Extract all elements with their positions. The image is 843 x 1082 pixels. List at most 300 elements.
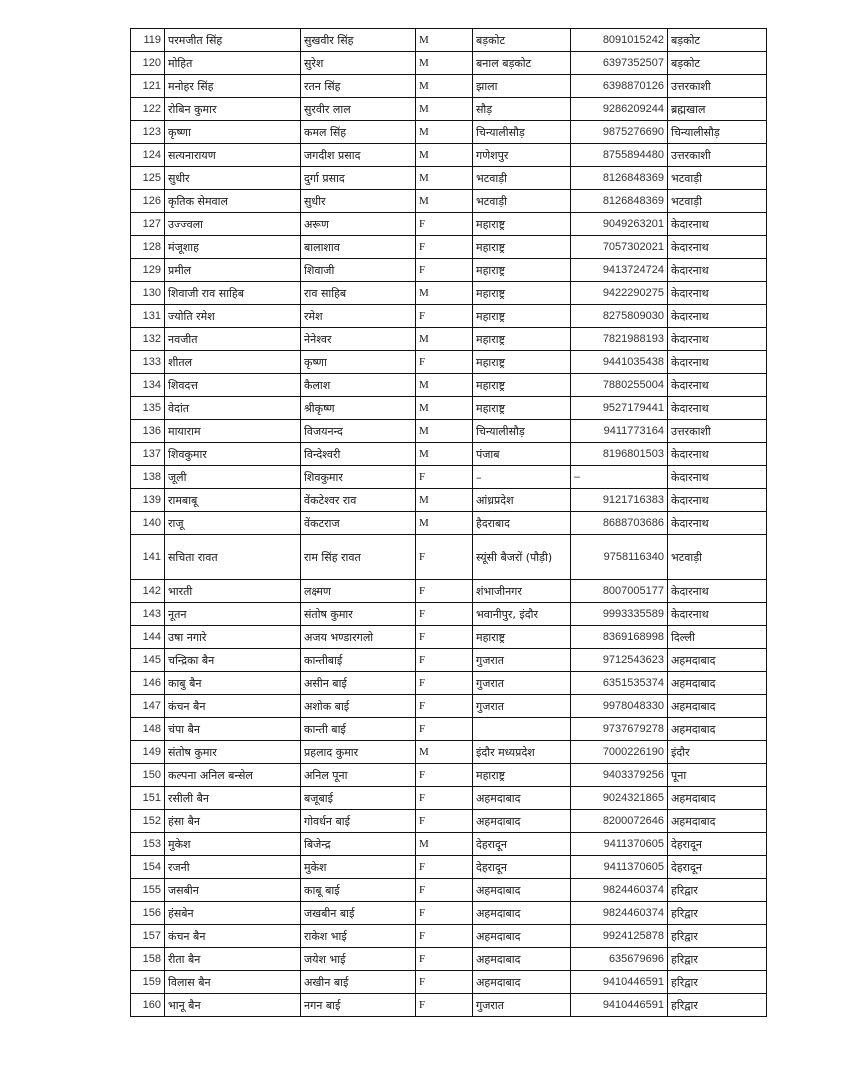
address-cell: भटवाड़ी <box>473 167 571 190</box>
address-cell: हैदराबाद <box>473 512 571 535</box>
phone-cell: 9024321865 <box>571 787 668 810</box>
address-cell: देहरादून <box>473 833 571 856</box>
serial-number-cell: 158 <box>131 948 165 971</box>
serial-number-cell: 149 <box>131 741 165 764</box>
gender-cell: M <box>416 833 473 856</box>
destination-cell: अहमदाबाद <box>668 810 767 833</box>
gender-cell: F <box>416 994 473 1017</box>
address-cell: – <box>473 466 571 489</box>
gender-cell: F <box>416 925 473 948</box>
table-row <box>131 764 767 787</box>
father-name-cell: मुकेश <box>301 856 416 879</box>
name-cell: कृष्णा <box>165 121 301 144</box>
phone-cell: 9824460374 <box>571 879 668 902</box>
serial-number-cell: 136 <box>131 420 165 443</box>
phone-cell: 7880255004 <box>571 374 668 397</box>
name-cell: रसीली बैन <box>165 787 301 810</box>
table-row <box>131 98 767 121</box>
address-cell: महाराष्ट्र <box>473 764 571 787</box>
father-name-cell: नेनेश्वर <box>301 328 416 351</box>
register-table <box>130 28 767 1017</box>
address-cell: अहमदाबाद <box>473 948 571 971</box>
gender-cell: M <box>416 397 473 420</box>
table-row <box>131 833 767 856</box>
address-cell: अहमदाबाद <box>473 902 571 925</box>
father-name-cell: श्रीकृष्ण <box>301 397 416 420</box>
gender-cell: M <box>416 443 473 466</box>
table-row <box>131 443 767 466</box>
destination-cell: केदारनाथ <box>668 213 767 236</box>
serial-number-cell: 120 <box>131 52 165 75</box>
address-cell: महाराष्ट्र <box>473 236 571 259</box>
address-cell: चिन्यालीसौड़ <box>473 121 571 144</box>
phone-cell: 8126848369 <box>571 190 668 213</box>
name-cell: वेदांत <box>165 397 301 420</box>
phone-cell: 9924125878 <box>571 925 668 948</box>
name-cell: भारती <box>165 580 301 603</box>
phone-cell: 8755894480 <box>571 144 668 167</box>
phone-cell: 9527179441 <box>571 397 668 420</box>
phone-cell: 9413724724 <box>571 259 668 282</box>
serial-number-cell: 147 <box>131 695 165 718</box>
phone-cell: 9978048330 <box>571 695 668 718</box>
phone-cell: 9286209244 <box>571 98 668 121</box>
address-cell: चिन्यालीसौड़ <box>473 420 571 443</box>
phone-cell: 7057302021 <box>571 236 668 259</box>
father-name-cell: संतोष कुमार <box>301 603 416 626</box>
address-cell: महाराष्ट्र <box>473 397 571 420</box>
name-cell: कंचन बैन <box>165 925 301 948</box>
table-row <box>131 902 767 925</box>
destination-cell: हरिद्वार <box>668 879 767 902</box>
phone-cell: 8369168998 <box>571 626 668 649</box>
father-name-cell: अशोक बाई <box>301 695 416 718</box>
gender-cell: M <box>416 512 473 535</box>
destination-cell: केदारनाथ <box>668 603 767 626</box>
gender-cell: F <box>416 213 473 236</box>
destination-cell: केदारनाथ <box>668 443 767 466</box>
address-cell: सौड़ <box>473 98 571 121</box>
destination-cell: देहरादून <box>668 833 767 856</box>
gender-cell: M <box>416 489 473 512</box>
name-cell: शीतल <box>165 351 301 374</box>
name-cell: कृतिक सेमवाल <box>165 190 301 213</box>
father-name-cell: रमेश <box>301 305 416 328</box>
gender-cell: F <box>416 902 473 925</box>
destination-cell: भटवाड़ी <box>668 190 767 213</box>
name-cell: शिवदत्त <box>165 374 301 397</box>
address-cell: महाराष्ट्र <box>473 305 571 328</box>
father-name-cell: वेंकटेश्वर राव <box>301 489 416 512</box>
name-cell: मंजूशाह <box>165 236 301 259</box>
serial-number-cell: 150 <box>131 764 165 787</box>
phone-cell: 9411773164 <box>571 420 668 443</box>
phone-cell: 9737679278 <box>571 718 668 741</box>
father-name-cell: राकेश भाई <box>301 925 416 948</box>
name-cell: ज्योति रमेश <box>165 305 301 328</box>
name-cell: परमजीत सिंह <box>165 29 301 52</box>
destination-cell: केदारनाथ <box>668 305 767 328</box>
phone-cell: 9422290275 <box>571 282 668 305</box>
address-cell: अहमदाबाद <box>473 879 571 902</box>
address-cell: महाराष्ट्र <box>473 328 571 351</box>
serial-number-cell: 127 <box>131 213 165 236</box>
table-row <box>131 75 767 98</box>
table-row <box>131 190 767 213</box>
address-cell: भटवाड़ी <box>473 190 571 213</box>
address-cell: अहमदाबाद <box>473 787 571 810</box>
serial-number-cell: 143 <box>131 603 165 626</box>
phone-cell: 6398870126 <box>571 75 668 98</box>
name-cell: रजनी <box>165 856 301 879</box>
father-name-cell: सुरेश <box>301 52 416 75</box>
gender-cell: F <box>416 603 473 626</box>
serial-number-cell: 157 <box>131 925 165 948</box>
name-cell: सचिता रावत <box>165 535 301 580</box>
serial-number-cell: 160 <box>131 994 165 1017</box>
father-name-cell: अजय भण्डारगलो <box>301 626 416 649</box>
address-cell: भवानीपुर, इंदौर <box>473 603 571 626</box>
phone-cell: 9411370605 <box>571 856 668 879</box>
name-cell: सुधीर <box>165 167 301 190</box>
destination-cell: अहमदाबाद <box>668 787 767 810</box>
phone-cell: 9049263201 <box>571 213 668 236</box>
destination-cell: अहमदाबाद <box>668 649 767 672</box>
gender-cell: F <box>416 764 473 787</box>
destination-cell: उत्तरकाशी <box>668 75 767 98</box>
address-cell: महाराष्ट्र <box>473 282 571 305</box>
gender-cell: F <box>416 259 473 282</box>
table-row <box>131 879 767 902</box>
destination-cell: केदारनाथ <box>668 512 767 535</box>
serial-number-cell: 151 <box>131 787 165 810</box>
gender-cell: M <box>416 75 473 98</box>
father-name-cell: जखबीन बाई <box>301 902 416 925</box>
address-cell: इंदौर मध्यप्रदेश <box>473 741 571 764</box>
gender-cell: F <box>416 535 473 580</box>
destination-cell: केदारनाथ <box>668 259 767 282</box>
table-row <box>131 925 767 948</box>
serial-number-cell: 141 <box>131 535 165 580</box>
phone-cell: 9403379256 <box>571 764 668 787</box>
name-cell: शिवाजी राव साहिब <box>165 282 301 305</box>
address-cell: देहरादून <box>473 856 571 879</box>
father-name-cell: गोवर्धन बाई <box>301 810 416 833</box>
address-cell: बड़कोट <box>473 29 571 52</box>
gender-cell: M <box>416 374 473 397</box>
gender-cell: F <box>416 695 473 718</box>
name-cell: सत्यनारायण <box>165 144 301 167</box>
father-name-cell: बिजेन्द्र <box>301 833 416 856</box>
father-name-cell: विन्देश्वरी <box>301 443 416 466</box>
destination-cell: केदारनाथ <box>668 328 767 351</box>
gender-cell: M <box>416 29 473 52</box>
serial-number-cell: 154 <box>131 856 165 879</box>
table-row <box>131 236 767 259</box>
table-row <box>131 259 767 282</box>
serial-number-cell: 135 <box>131 397 165 420</box>
table-row <box>131 580 767 603</box>
destination-cell: देहरादून <box>668 856 767 879</box>
gender-cell: F <box>416 971 473 994</box>
address-cell <box>473 718 571 741</box>
serial-number-cell: 148 <box>131 718 165 741</box>
father-name-cell: लक्ष्मण <box>301 580 416 603</box>
name-cell: उषा नगारे <box>165 626 301 649</box>
name-cell: जसबीन <box>165 879 301 902</box>
name-cell: संतोष कुमार <box>165 741 301 764</box>
name-cell: मनोहर सिंह <box>165 75 301 98</box>
table-row <box>131 29 767 52</box>
table-row <box>131 213 767 236</box>
father-name-cell: अखीन बाई <box>301 971 416 994</box>
phone-cell: 8007005177 <box>571 580 668 603</box>
name-cell: चन्द्रिका बैन <box>165 649 301 672</box>
phone-cell: 7821988193 <box>571 328 668 351</box>
father-name-cell: कृष्णा <box>301 351 416 374</box>
table-row <box>131 167 767 190</box>
father-name-cell: विजयनन्द <box>301 420 416 443</box>
destination-cell: हरिद्वार <box>668 902 767 925</box>
address-cell: अहमदाबाद <box>473 810 571 833</box>
table-row <box>131 420 767 443</box>
destination-cell: चिन्यालीसौड़ <box>668 121 767 144</box>
gender-cell: M <box>416 282 473 305</box>
address-cell: शंभाजीनगर <box>473 580 571 603</box>
phone-cell: 9875276690 <box>571 121 668 144</box>
serial-number-cell: 138 <box>131 466 165 489</box>
destination-cell: ब्रह्मखाल <box>668 98 767 121</box>
address-cell: गुजरात <box>473 649 571 672</box>
destination-cell: दिल्ली <box>668 626 767 649</box>
destination-cell: उत्तरकाशी <box>668 420 767 443</box>
gender-cell: F <box>416 649 473 672</box>
serial-number-cell: 133 <box>131 351 165 374</box>
serial-number-cell: 152 <box>131 810 165 833</box>
father-name-cell: शिवकुमार <box>301 466 416 489</box>
name-cell: भानू बैन <box>165 994 301 1017</box>
table-row <box>131 856 767 879</box>
gender-cell: F <box>416 718 473 741</box>
name-cell: मोहित <box>165 52 301 75</box>
table-row <box>131 649 767 672</box>
name-cell: शिवकुमार <box>165 443 301 466</box>
father-name-cell: शिवाजी <box>301 259 416 282</box>
serial-number-cell: 123 <box>131 121 165 144</box>
destination-cell: उत्तरकाशी <box>668 144 767 167</box>
gender-cell: M <box>416 98 473 121</box>
gender-cell: F <box>416 580 473 603</box>
address-cell: अहमदाबाद <box>473 925 571 948</box>
father-name-cell: बालाशाव <box>301 236 416 259</box>
gender-cell: F <box>416 810 473 833</box>
name-cell: प्रमील <box>165 259 301 282</box>
father-name-cell: कैलाश <box>301 374 416 397</box>
serial-number-cell: 144 <box>131 626 165 649</box>
serial-number-cell: 153 <box>131 833 165 856</box>
father-name-cell: रतन सिंह <box>301 75 416 98</box>
table-row <box>131 948 767 971</box>
serial-number-cell: 122 <box>131 98 165 121</box>
destination-cell: भटवाड़ी <box>668 167 767 190</box>
table-row <box>131 787 767 810</box>
name-cell: हंसबेन <box>165 902 301 925</box>
gender-cell: M <box>416 328 473 351</box>
serial-number-cell: 140 <box>131 512 165 535</box>
serial-number-cell: 159 <box>131 971 165 994</box>
father-name-cell: जयेश भाई <box>301 948 416 971</box>
gender-cell: F <box>416 466 473 489</box>
father-name-cell: अनिल पूना <box>301 764 416 787</box>
address-cell: स्यूंसी बैजरों (पौड़ी) <box>473 535 571 580</box>
serial-number-cell: 139 <box>131 489 165 512</box>
name-cell: काबु बैन <box>165 672 301 695</box>
phone-cell: 8126848369 <box>571 167 668 190</box>
table-row <box>131 672 767 695</box>
name-cell: विलास बैन <box>165 971 301 994</box>
serial-number-cell: 146 <box>131 672 165 695</box>
name-cell: रीता बैन <box>165 948 301 971</box>
gender-cell: M <box>416 52 473 75</box>
gender-cell: F <box>416 948 473 971</box>
serial-number-cell: 124 <box>131 144 165 167</box>
destination-cell: बड़कोट <box>668 52 767 75</box>
father-name-cell: जगदीश प्रसाद <box>301 144 416 167</box>
address-cell: महाराष्ट्र <box>473 213 571 236</box>
destination-cell: हरिद्वार <box>668 948 767 971</box>
destination-cell: केदारनाथ <box>668 236 767 259</box>
name-cell: रोबिन कुमार <box>165 98 301 121</box>
phone-cell: 9712543623 <box>571 649 668 672</box>
address-cell: अहमदाबाद <box>473 971 571 994</box>
serial-number-cell: 131 <box>131 305 165 328</box>
gender-cell: F <box>416 787 473 810</box>
phone-cell: 9410446591 <box>571 971 668 994</box>
gender-cell: M <box>416 121 473 144</box>
phone-cell: 8688703686 <box>571 512 668 535</box>
serial-number-cell: 129 <box>131 259 165 282</box>
table-row <box>131 626 767 649</box>
destination-cell: केदारनाथ <box>668 282 767 305</box>
serial-number-cell: 121 <box>131 75 165 98</box>
father-name-cell: सुधीर <box>301 190 416 213</box>
address-cell: महाराष्ट्र <box>473 259 571 282</box>
father-name-cell: कमल सिंह <box>301 121 416 144</box>
phone-cell: 9411370605 <box>571 833 668 856</box>
gender-cell: F <box>416 879 473 902</box>
phone-cell: 8091015242 <box>571 29 668 52</box>
address-cell: महाराष्ट्र <box>473 626 571 649</box>
serial-number-cell: 142 <box>131 580 165 603</box>
phone-cell: 8196801503 <box>571 443 668 466</box>
serial-number-cell: 126 <box>131 190 165 213</box>
gender-cell: F <box>416 305 473 328</box>
gender-cell: M <box>416 167 473 190</box>
destination-cell: अहमदाबाद <box>668 672 767 695</box>
name-cell: चंपा बैन <box>165 718 301 741</box>
table-row <box>131 374 767 397</box>
gender-cell: F <box>416 351 473 374</box>
name-cell: कल्पना अनिल बन्सेल <box>165 764 301 787</box>
gender-cell: M <box>416 420 473 443</box>
table-row <box>131 810 767 833</box>
father-name-cell: प्रहलाद कुमार <box>301 741 416 764</box>
father-name-cell: काबू बाई <box>301 879 416 902</box>
destination-cell: केदारनाथ <box>668 466 767 489</box>
address-cell: गुजरात <box>473 695 571 718</box>
phone-cell: 7000226190 <box>571 741 668 764</box>
table-row <box>131 121 767 144</box>
destination-cell: केदारनाथ <box>668 489 767 512</box>
father-name-cell: सुरवीर लाल <box>301 98 416 121</box>
phone-cell: 635679696 <box>571 948 668 971</box>
father-name-cell: कान्ती बाई <box>301 718 416 741</box>
table-row <box>131 512 767 535</box>
table-row <box>131 535 767 580</box>
name-cell: उज्ज्वला <box>165 213 301 236</box>
serial-number-cell: 145 <box>131 649 165 672</box>
table-row <box>131 52 767 75</box>
name-cell: रामबाबू <box>165 489 301 512</box>
phone-cell: 9121716383 <box>571 489 668 512</box>
gender-cell: F <box>416 236 473 259</box>
serial-number-cell: 156 <box>131 902 165 925</box>
phone-cell: – <box>571 466 668 489</box>
father-name-cell: राव साहिब <box>301 282 416 305</box>
father-name-cell: राम सिंह रावत <box>301 535 416 580</box>
address-cell: पंजाब <box>473 443 571 466</box>
destination-cell: हरिद्वार <box>668 925 767 948</box>
destination-cell: केदारनाथ <box>668 580 767 603</box>
phone-cell: 6351535374 <box>571 672 668 695</box>
address-cell: झाला <box>473 75 571 98</box>
register-rows <box>131 29 767 1017</box>
table-row <box>131 144 767 167</box>
phone-cell: 8275809030 <box>571 305 668 328</box>
father-name-cell: असीन बाई <box>301 672 416 695</box>
address-cell: गणेशपुर <box>473 144 571 167</box>
serial-number-cell: 155 <box>131 879 165 902</box>
table-row <box>131 603 767 626</box>
gender-cell: M <box>416 144 473 167</box>
phone-cell: 6397352507 <box>571 52 668 75</box>
father-name-cell: अरूण <box>301 213 416 236</box>
destination-cell: भटवाड़ी <box>668 535 767 580</box>
table-row <box>131 489 767 512</box>
destination-cell: केदारनाथ <box>668 397 767 420</box>
father-name-cell: सुखवीर सिंह <box>301 29 416 52</box>
table-row <box>131 741 767 764</box>
address-cell: महाराष्ट्र <box>473 351 571 374</box>
destination-cell: केदारनाथ <box>668 374 767 397</box>
phone-cell: 9993335589 <box>571 603 668 626</box>
table-row <box>131 351 767 374</box>
name-cell: मायाराम <box>165 420 301 443</box>
destination-cell: हरिद्वार <box>668 994 767 1017</box>
table-row <box>131 994 767 1017</box>
phone-cell: 8200072646 <box>571 810 668 833</box>
destination-cell: बड़कोट <box>668 29 767 52</box>
gender-cell: F <box>416 672 473 695</box>
name-cell: हंसा बैन <box>165 810 301 833</box>
table-row <box>131 282 767 305</box>
name-cell: नवजीत <box>165 328 301 351</box>
father-name-cell: नगन बाई <box>301 994 416 1017</box>
table-row <box>131 718 767 741</box>
destination-cell: पूना <box>668 764 767 787</box>
gender-cell: M <box>416 741 473 764</box>
name-cell: राजू <box>165 512 301 535</box>
